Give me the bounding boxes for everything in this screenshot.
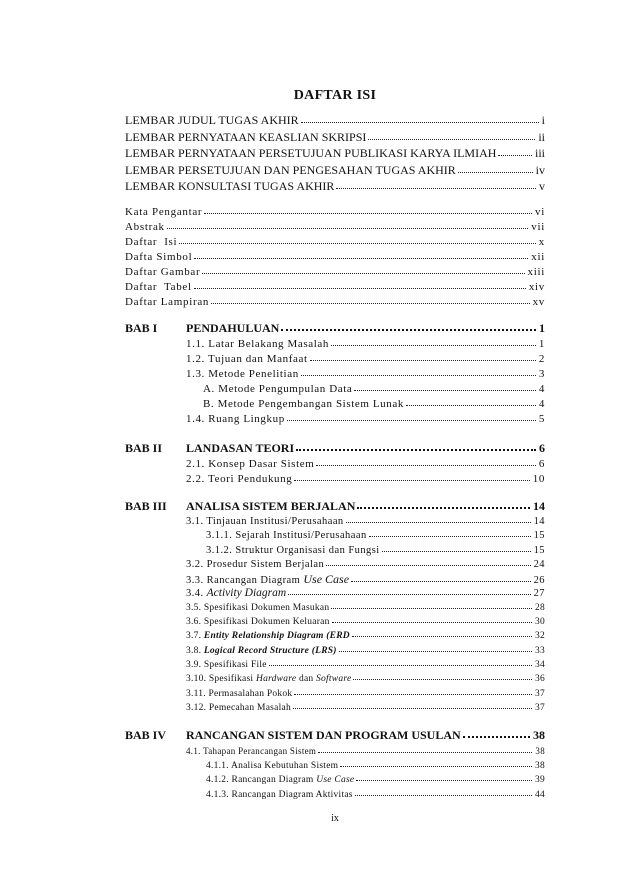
- dot-leader: [301, 375, 536, 376]
- entry-page-number: 34: [535, 659, 545, 670]
- dot-leader: [281, 329, 536, 331]
- chapter-heading: [125, 727, 545, 744]
- chapter-number: BAB I: [125, 321, 158, 335]
- dot-leader: [301, 122, 539, 123]
- entry-page-number: i: [541, 113, 545, 127]
- dot-leader: [316, 465, 536, 466]
- chapter-title: LANDASAN TEORI: [186, 441, 295, 455]
- entry-label: Daftar Tabel: [125, 280, 192, 293]
- entry-label: 3.6. Spesifikasi Dokumen Keluaran: [186, 617, 330, 628]
- dot-leader: [294, 480, 529, 481]
- dot-leader: [294, 694, 532, 695]
- chapter-title: ANALISA SISTEM BERJALAN: [186, 499, 356, 513]
- dot-leader: [179, 243, 536, 244]
- toc-entry: [125, 145, 545, 162]
- entry-page-number: 38: [535, 746, 545, 756]
- chapter-title: PENDAHULUAN: [186, 321, 280, 335]
- toc-entry: [125, 352, 545, 367]
- entry-label: 4.1.3. Rancangan Diagram Aktivitas: [206, 789, 353, 800]
- entry-label-text: 3.7.: [186, 631, 202, 642]
- chapter-number: BAB III: [125, 499, 167, 513]
- entry-label-text: 3.3. Rancangan Diagram: [186, 575, 301, 587]
- entry-page-number: x: [538, 235, 545, 248]
- entry-label-emphasis: Use Case: [303, 572, 350, 587]
- toc-entry: [125, 337, 545, 352]
- dot-leader: [332, 622, 532, 623]
- entry-label: 3.11. Permasalahan Pokok: [186, 688, 293, 699]
- toc-entry: [125, 295, 545, 310]
- toc-entry: [125, 744, 545, 759]
- toc-entry: [125, 515, 545, 529]
- entry-page-number: 2: [538, 353, 545, 365]
- entry-label: 2.2. Teori Pendukung: [186, 473, 293, 485]
- entry-label: LEMBAR PERSETUJUAN DAN PENGESAHAN TUGAS AKHIR: [125, 162, 456, 177]
- entry-label: 1.1. Latar Belakang Masalah: [186, 338, 329, 350]
- entry-page-number: 27: [533, 588, 545, 600]
- dot-leader: [331, 345, 536, 346]
- entry-page-number: 37: [535, 702, 545, 713]
- entry-label: 3.5. Spesifikasi Dokumen Masukan: [186, 602, 330, 613]
- entry-page-number: iv: [535, 162, 545, 177]
- entry-page-number: vi: [535, 205, 545, 218]
- dot-leader: [369, 536, 531, 537]
- entry-page-number: 28: [535, 602, 545, 613]
- dot-leader: [204, 213, 532, 214]
- entry-label-emphasis: Activity Diagram: [206, 587, 287, 600]
- entry-label: 3.1. Tinjauan Institusi/Perusahaan: [186, 516, 344, 527]
- toc-entry: [125, 788, 545, 803]
- toc-entry: [125, 382, 545, 397]
- entry-label: Kata Pengantar: [125, 205, 203, 218]
- entry-label: 1.2. Tujuan dan Manfaat: [186, 353, 308, 365]
- toc-entry: [125, 367, 545, 382]
- entry-label: 3.9. Spesifikasi File: [186, 659, 267, 670]
- entry-label: Abstrak: [125, 220, 165, 233]
- chapter-block: [125, 320, 545, 427]
- dot-leader: [194, 258, 528, 259]
- toc-entry: [125, 701, 545, 715]
- entry-page-number: 14: [533, 516, 545, 527]
- toc-entry: [125, 162, 545, 179]
- dot-leader: [368, 139, 535, 140]
- entry-label: LEMBAR PERNYATAAN PERSETUJUAN PUBLIKASI KARYA ILMIAH: [125, 146, 497, 160]
- page-footer-number: ix: [331, 813, 339, 824]
- entry-label: [186, 644, 337, 658]
- entry-page-number: xv: [532, 295, 545, 308]
- toc-entry: [125, 265, 545, 280]
- chapter-block: [125, 727, 545, 802]
- toc-entry: [125, 615, 545, 629]
- dot-leader: [202, 273, 524, 274]
- chapter-heading: [125, 440, 545, 457]
- toc-entry: [125, 220, 545, 235]
- entry-label: [186, 586, 286, 601]
- chapter-page-number: 14: [533, 499, 545, 513]
- entry-label-emphasis: Entity Relationship Diagram (ERD: [203, 631, 350, 642]
- front-matter-list: [125, 112, 545, 195]
- toc-entry: [125, 280, 545, 295]
- dot-leader: [211, 303, 529, 304]
- entry-page-number: xii: [531, 250, 545, 263]
- chapter-page-number: 38: [533, 728, 545, 742]
- entry-page-number: 36: [535, 674, 545, 685]
- entry-label: 3.2. Prosedur Sistem Berjalan: [186, 558, 325, 570]
- entry-page-number: 26: [533, 575, 545, 587]
- entry-label: 1.3. Metode Penelitian: [186, 368, 299, 380]
- dot-leader: [356, 780, 532, 781]
- chapter-block: [125, 498, 545, 715]
- dot-leader: [352, 636, 532, 637]
- entry-label-text: 4.1.2. Rancangan Diagram: [206, 775, 314, 785]
- entry-page-number: 1: [538, 338, 545, 350]
- entry-page-number: iii: [534, 146, 545, 160]
- dot-leader: [167, 228, 529, 229]
- dot-leader: [194, 288, 526, 289]
- entry-page-number: 38: [535, 760, 545, 771]
- entry-label: LEMBAR JUDUL TUGAS AKHIR: [125, 113, 299, 127]
- entry-label-text: 3.10. Spesifikasi: [186, 674, 254, 685]
- entry-page-number: 44: [535, 789, 545, 800]
- dot-leader: [463, 736, 530, 738]
- dot-leader: [406, 405, 536, 406]
- entry-page-number: ii: [538, 129, 545, 144]
- entry-label: A. Metode Pengumpulan Data: [203, 383, 353, 395]
- entry-label: Daftar Lampiran: [125, 295, 210, 308]
- entry-page-number: 39: [535, 775, 545, 785]
- dot-leader: [293, 708, 532, 709]
- chapter-number: BAB II: [125, 441, 163, 455]
- entry-label: LEMBAR PERNYATAAN KEASLIAN SKRIPSI: [125, 129, 367, 144]
- dot-leader: [331, 608, 532, 609]
- toc-entry: [125, 658, 545, 672]
- entry-page-number: xiii: [527, 265, 545, 278]
- dot-leader: [287, 420, 536, 421]
- chapter-title: RANCANGAN SISTEM DAN PROGRAM USULAN: [186, 728, 461, 742]
- dot-leader: [346, 522, 531, 523]
- dot-leader: [355, 795, 532, 796]
- toc-entry: [125, 250, 545, 265]
- entry-page-number: 24: [533, 558, 545, 570]
- toc-entry: [125, 178, 545, 195]
- dot-leader: [269, 665, 532, 666]
- entry-page-number: 10: [532, 473, 545, 485]
- dot-leader: [340, 766, 532, 767]
- entry-page-number: xiv: [528, 280, 545, 293]
- toc-entry: [125, 112, 545, 129]
- entry-label: [206, 773, 354, 788]
- entry-label: 3.1.2. Struktur Organisasi dan Fungsi: [206, 544, 380, 556]
- toc-entry: [125, 572, 545, 586]
- entry-page-number: 6: [538, 458, 545, 470]
- toc-entry: [125, 457, 545, 472]
- dot-leader: [318, 752, 532, 753]
- toc-entry: [125, 472, 545, 487]
- dot-leader: [288, 594, 530, 595]
- entry-page-number: 4: [538, 398, 545, 410]
- entry-page-number: vii: [531, 220, 545, 233]
- entry-label: 4.1. Tahapan Perancangan Sistem: [186, 746, 317, 756]
- entry-page-number: v: [539, 179, 545, 193]
- entry-page-number: 37: [535, 688, 545, 699]
- entry-label-emphasis: Use Case: [316, 775, 355, 785]
- toc-title: DAFTAR ISI: [293, 88, 377, 103]
- toc-entry: [125, 629, 545, 643]
- chapter-heading: [125, 498, 545, 515]
- entry-label: LEMBAR KONSULTASI TUGAS AKHIR: [125, 179, 335, 193]
- toc-entry: [125, 773, 545, 788]
- entry-page-number: 15: [533, 530, 545, 542]
- entry-page-number: 30: [535, 617, 545, 628]
- chapter-page-number: 1: [539, 321, 545, 335]
- dot-leader: [351, 581, 531, 582]
- toc-entry: [125, 529, 545, 543]
- entry-page-number: 33: [535, 645, 545, 656]
- entry-label: 2.1. Konsep Dasar Sistem: [186, 458, 315, 470]
- dot-leader: [382, 551, 531, 552]
- dot-leader: [339, 651, 532, 652]
- entry-label: 3.1.1. Sejarah Institusi/Perusahaan: [206, 530, 367, 542]
- toc-entry: [125, 644, 545, 658]
- chapter-heading: [125, 320, 545, 337]
- dot-leader: [310, 360, 536, 361]
- dot-leader: [326, 565, 530, 566]
- entry-label: 4.1.1. Analisa Kebutuhan Sistem: [206, 760, 339, 771]
- entry-label: Dafta Simbol: [125, 250, 193, 263]
- entry-page-number: 4: [538, 383, 545, 395]
- entry-label-emphasis: Logical Record Structure (LRS): [203, 645, 337, 656]
- dot-leader: [353, 679, 532, 680]
- toc-entry: [125, 558, 545, 572]
- toc-entry: [125, 397, 545, 412]
- chapter-block: [125, 440, 545, 487]
- toc-entry: [125, 235, 545, 250]
- entry-page-number: 5: [538, 413, 545, 425]
- chapter-number: BAB IV: [125, 728, 167, 742]
- toc-entry: [125, 586, 545, 600]
- toc-entry: [125, 544, 545, 558]
- entry-label-emphasis: Hardware: [255, 674, 297, 685]
- dot-leader: [357, 507, 530, 509]
- toc-entry: [125, 759, 545, 774]
- entry-page-number: 32: [535, 631, 545, 642]
- dot-leader: [354, 390, 535, 391]
- entry-label: [186, 672, 351, 686]
- chapter-page-number: 6: [539, 441, 545, 455]
- entry-label: 3.12. Pemecahan Masalah: [186, 702, 291, 713]
- entry-label-text: 3.8.: [186, 645, 202, 656]
- dot-leader: [296, 449, 536, 451]
- entry-label: 1.4. Ruang Lingkup: [186, 413, 285, 425]
- dot-leader: [336, 188, 536, 189]
- dot-leader: [498, 155, 532, 156]
- entry-page-number: 3: [538, 368, 545, 380]
- entry-label-text: 3.4.: [186, 588, 204, 600]
- toc-entry: [125, 129, 545, 146]
- toc-entry: [125, 205, 545, 220]
- entry-label-text: dan: [298, 674, 314, 685]
- toc-entry: [125, 672, 545, 686]
- preliminary-list: [125, 205, 545, 310]
- entry-page-number: 15: [533, 544, 545, 556]
- entry-label: Daftar Isi: [125, 235, 178, 248]
- entry-label: Daftar Gambar: [125, 265, 201, 278]
- entry-label: [186, 629, 350, 643]
- dot-leader: [458, 172, 533, 173]
- toc-entry: [125, 687, 545, 701]
- toc-entry: [125, 412, 545, 427]
- entry-label-emphasis: Software: [316, 674, 352, 685]
- toc-entry: [125, 601, 545, 615]
- entry-label: B. Metode Pengembangan Sistem Lunak: [203, 398, 404, 410]
